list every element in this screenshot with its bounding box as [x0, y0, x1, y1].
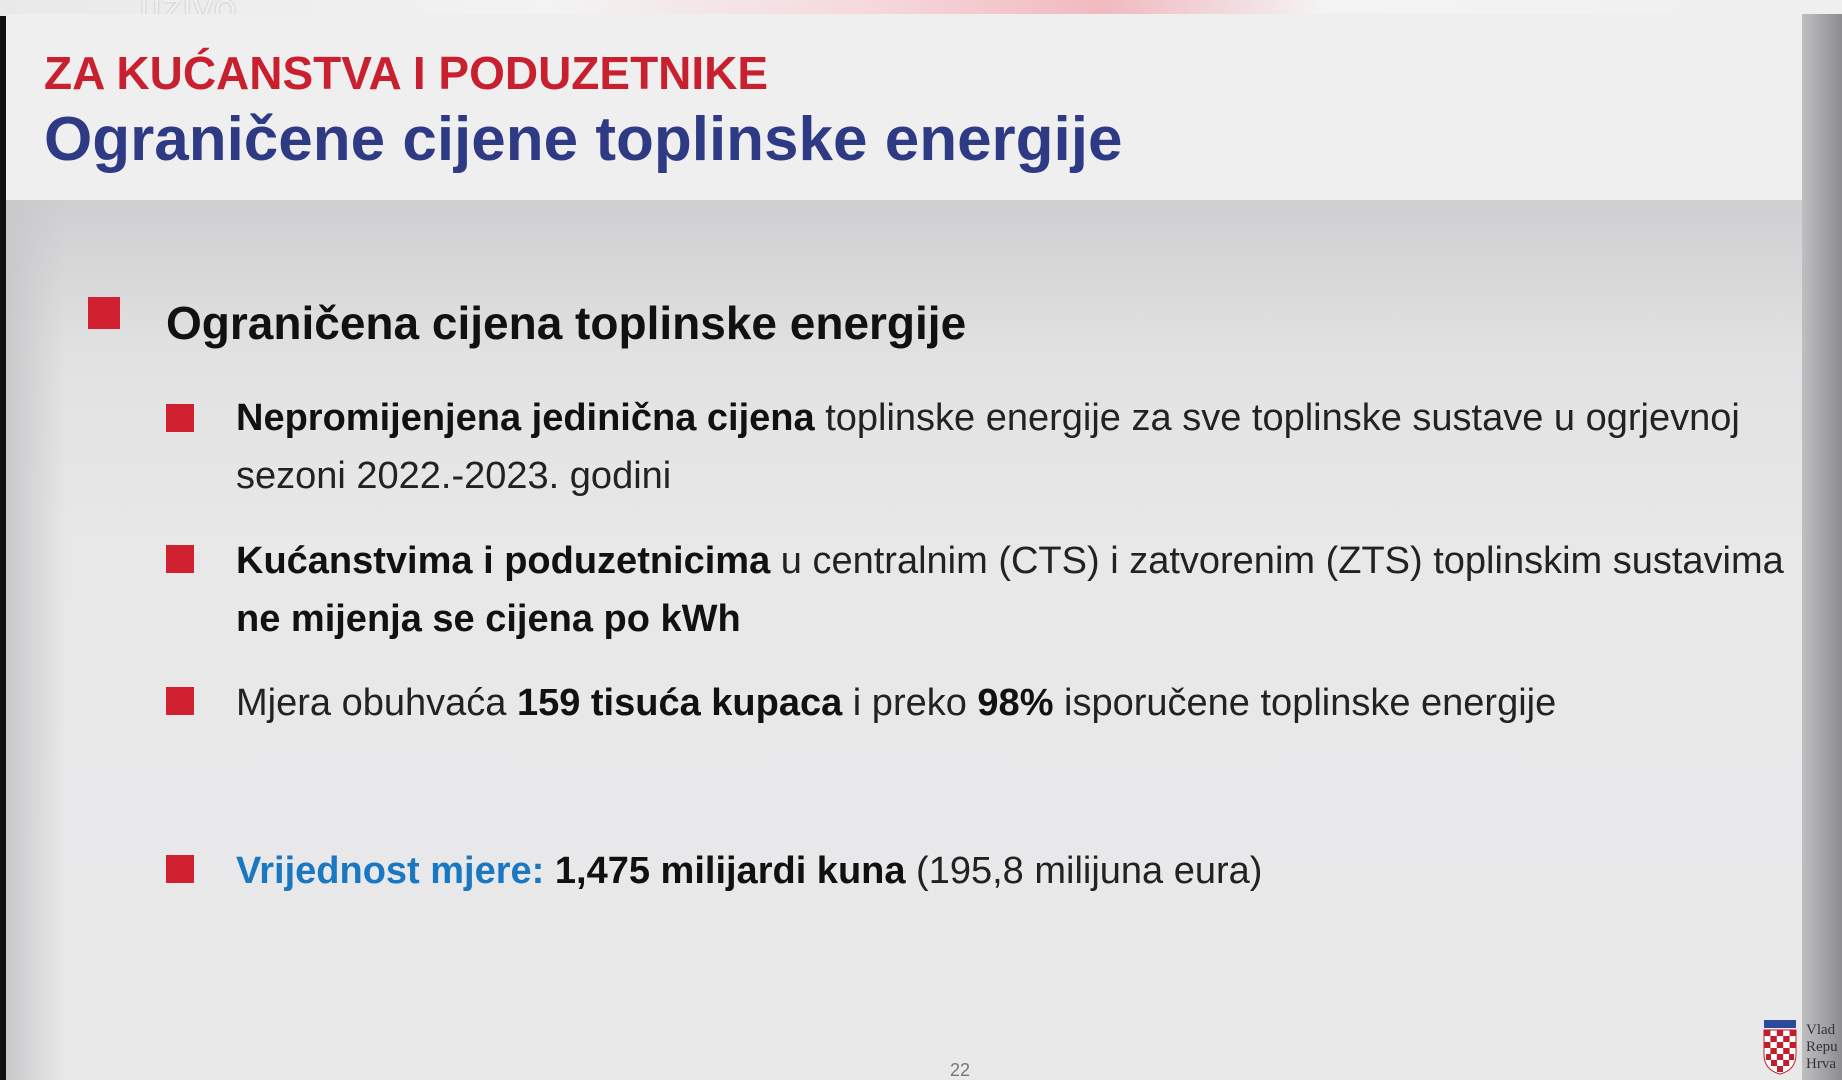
sub-bullet-marker [166, 687, 194, 715]
slide-right-edge [1802, 14, 1842, 1080]
sub-bullet-3-text-c: isporučene toplinske energije [1053, 682, 1557, 724]
sub-bullet-marker [166, 545, 194, 573]
sub-bullet-3-text-b: i preko [842, 682, 978, 724]
sub-bullet-3-percent: 98% [977, 682, 1054, 724]
main-bullet-marker [88, 297, 120, 329]
sub-bullet-marker [166, 404, 194, 432]
measure-value-kuna: 1,475 milijardi kuna [544, 850, 906, 892]
sub-bullet-1-bold: Nepromijenjena jedinična cijena [236, 397, 815, 439]
slide-title: Ograničene cijene toplinske energije [44, 105, 1123, 174]
main-bullet-text: Ograničena cijena toplinske energije [166, 297, 967, 349]
sub-bullet-2 [236, 532, 1796, 648]
measure-value-label: Vrijednost mjere: [236, 850, 545, 892]
sub-bullet-3-text-a: Mjera obuhvaća [236, 682, 517, 724]
sub-bullet-2-bold: Kućanstvima i poduzetnicima [236, 540, 771, 582]
sub-bullet-2-text: u centralnim (CTS) i zatvorenim (ZTS) toplinskim sustavima [770, 540, 1784, 582]
government-logo [1758, 1018, 1842, 1080]
government-logo-text: Vlad Repu Hrva [1806, 1022, 1838, 1072]
sub-bullet-2-bold-end: ne mijenja se cijena po kWh [236, 598, 741, 640]
presentation-slide [6, 14, 1842, 1080]
sub-bullet-4 [236, 842, 1796, 900]
sub-bullet-marker [166, 855, 194, 883]
sub-bullet-1 [236, 389, 1796, 505]
coat-of-arms-icon [1760, 1018, 1800, 1076]
measure-value-eur: (195,8 milijuna eura) [905, 850, 1263, 892]
slide-page-number: 22 [950, 1060, 971, 1080]
sub-bullet-3-customers: 159 tisuća kupaca [516, 682, 843, 724]
slide-left-shade [6, 200, 66, 1080]
slide-kicker: ZA KUĆANSTVA I PODUZETNIKE [44, 47, 769, 99]
sub-bullet-1-text: toplinske energije za sve toplinske sustave u ogrjevnoj sezoni 2022.-2023. godini [236, 397, 1740, 497]
sub-bullet-3 [236, 674, 1796, 732]
